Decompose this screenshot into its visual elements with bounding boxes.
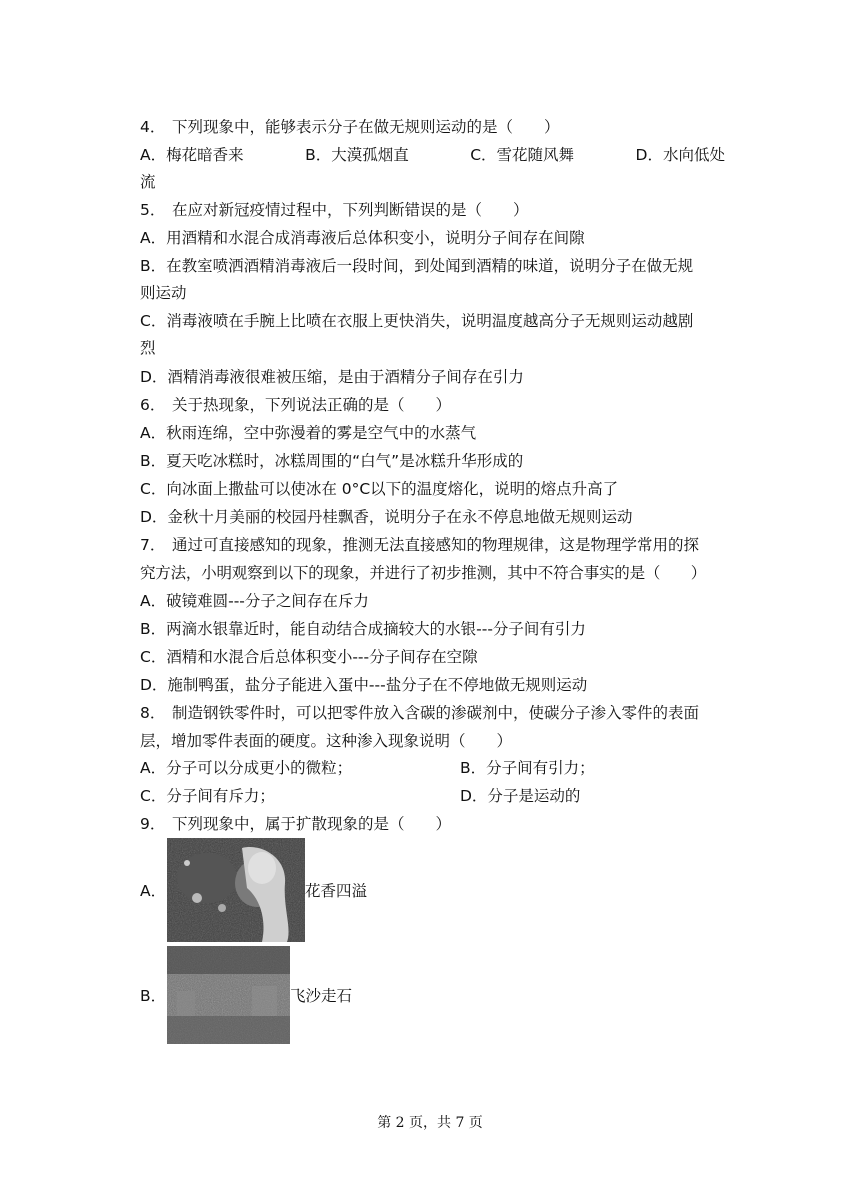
option-a-label: A． bbox=[140, 882, 167, 900]
option-d[interactable]: D．施制鸭蛋，盐分子能进入蛋中---盐分子在不停地做无规则运动 bbox=[140, 676, 588, 694]
option-b[interactable]: B．分子间有引力； bbox=[460, 759, 595, 777]
sandstorm-photo bbox=[167, 946, 290, 1044]
question-9-option-a[interactable] bbox=[140, 838, 367, 942]
option-b[interactable]: B．夏天吃冰糕时，冰糕周围的“白气”是冰糕升华形成的 bbox=[140, 452, 524, 470]
option-a[interactable]: A．分子可以分成更小的微粒； bbox=[140, 759, 353, 777]
option-b[interactable]: B．在教室喷洒酒精消毒液后一段时间，到处闻到酒精的味道，说明分子在做无规 bbox=[140, 257, 694, 275]
option-a[interactable]: A．破镜难圆---分子之间存在斥力 bbox=[140, 592, 369, 610]
option-c[interactable]: C．消毒液喷在手腕上比喷在衣服上更快消失，说明温度越高分子无规则运动越剧 bbox=[140, 312, 694, 330]
question-8-stem: 8． 制造钢铁零件时，可以把零件放入含碳的渗碳剂中，使碳分子渗入零件的表面 bbox=[140, 704, 700, 722]
option-a[interactable]: A．梅花暗香来 bbox=[140, 146, 244, 164]
option-c[interactable]: C．雪花随风舞 bbox=[470, 146, 575, 164]
option-b-wrap: 则运动 bbox=[140, 284, 187, 302]
option-b-caption: 飞沙走石 bbox=[290, 987, 353, 1005]
option-a[interactable]: A．用酒精和水混合成消毒液后总体积变小，说明分子间存在间隙 bbox=[140, 229, 585, 247]
option-c-wrap: 烈 bbox=[140, 339, 156, 357]
question-4-options bbox=[140, 145, 725, 165]
option-b-label: B． bbox=[140, 987, 167, 1005]
option-a[interactable]: A．秋雨连绵，空中弥漫着的雾是空气中的水蒸气 bbox=[140, 424, 477, 442]
option-d[interactable]: D．酒精消毒液很难被压缩，是由于酒精分子间存在引力 bbox=[140, 368, 524, 386]
question-7-stem: 7． 通过可直接感知的现象，推测无法直接感知的物理规律，这是物理学常用的探 bbox=[140, 536, 700, 554]
question-8-options-row1 bbox=[140, 758, 725, 778]
question-8-options-row2 bbox=[140, 786, 725, 806]
option-d[interactable]: D．水向低处 bbox=[635, 146, 725, 164]
flower-fragrance-photo bbox=[167, 838, 305, 942]
option-b[interactable]: B．大漠孤烟直 bbox=[305, 146, 409, 164]
question-7-stem-cont: 究方法，小明观察到以下的现象，并进行了初步推测，其中不符合事实的是（ ） bbox=[140, 564, 707, 582]
option-a-caption: 花香四溢 bbox=[305, 882, 368, 900]
option-c[interactable]: C．分子间有斥力； bbox=[140, 787, 275, 805]
option-c[interactable]: C．向冰面上撒盐可以使冰在 0°C以下的温度熔化，说明的熔点升高了 bbox=[140, 480, 619, 498]
option-d[interactable]: D．金秋十月美丽的校园丹桂飘香，说明分子在永不停息地做无规则运动 bbox=[140, 508, 633, 526]
question-9-option-b[interactable] bbox=[140, 946, 352, 1044]
question-5-stem: 5． 在应对新冠疫情过程中，下列判断错误的是（ ） bbox=[140, 201, 529, 219]
option-c[interactable]: C．酒精和水混合后总体积变小---分子间存在空隙 bbox=[140, 648, 478, 666]
question-6-stem: 6． 关于热现象，下列说法正确的是（ ） bbox=[140, 396, 452, 414]
question-9-stem: 9． 下列现象中，属于扩散现象的是（ ） bbox=[140, 815, 452, 833]
option-d[interactable]: D．分子是运动的 bbox=[460, 787, 581, 805]
page-footer: 第 2 页，共 7 页 bbox=[377, 1115, 483, 1131]
question-4-stem: 4． 下列现象中，能够表示分子在做无规则运动的是（ ） bbox=[140, 118, 560, 136]
option-b[interactable]: B．两滴水银靠近时，能自动结合成摘较大的水银---分子间有引力 bbox=[140, 620, 586, 638]
question-8-stem-cont: 层，增加零件表面的硬度。这种渗入现象说明（ ） bbox=[140, 732, 513, 750]
question-4-option-d-wrap: 流 bbox=[140, 173, 156, 191]
